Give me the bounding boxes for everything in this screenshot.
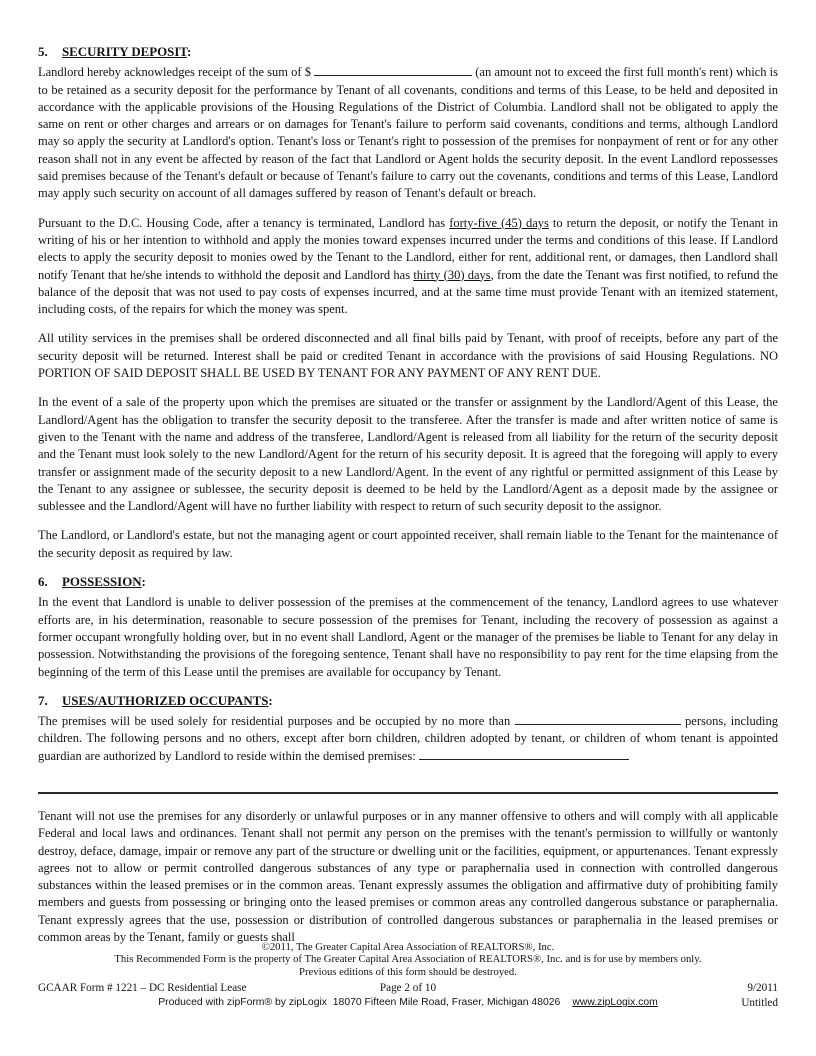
section-security-deposit	[38, 44, 778, 562]
produced-by-row	[38, 996, 778, 1010]
paragraph-text: (an amount not to exceed the first full month's rent) which is to be retained as a security deposit for the performance by Tenant of all covenants, conditions and terms of this Lease, to be held and deposited in accordance with the applicable provisions of the Housing Regulations of the District of Columbia. Landlord shall not be obligated to apply the same on rent or other charges and arrears or on damages for Tenant's failure to perform said covenants, conditions and terms, although Landlord may so apply the security at Landlord's option. Tenant's loss or Tenant's right to possession of the premises for nonpayment of rent or for any other reason shall not in any event be affected by reason of the fact that Landlord or Agent holds the security deposit. In the event Landlord repossesses said premises because of the Tenant's default or because of Tenant's failure to carry out the covenants, conditions and terms of this Lease, Landlord may apply such security on account of all damages suffered by reason of Tenant's default or breach.	[38, 65, 779, 201]
paragraph-utilities: All utility services in the premises shall be ordered disconnected and all final bills paid by Tenant, with proof of receipts, before any part of the security deposit will be returned. Interest shall be paid or credited Tenant in accordance with the provisions of said Housing Regulations. NO PORTION OF SAID DEPOSIT SHALL BE USED BY TENANT FOR ANY PAYMENT OF ANY RENT DUE.	[38, 331, 778, 381]
paragraph-text: , from the date the Tenant was first notified, to refund the balance of the deposit that was not used to pay costs of expenses incurred, and at the same time must provide Tenant with an itemized statement, including costs, of the repairs for which the money was spent.	[38, 267, 778, 317]
heading-colon: :	[268, 693, 273, 708]
max-occupants-blank[interactable]	[515, 713, 681, 725]
form-date: 9/2011	[747, 982, 778, 994]
ziplogix-link[interactable]: www.zipLogix.com	[572, 997, 658, 1008]
heading-colon: :	[141, 575, 146, 590]
paragraph-landlord-estate: The Landlord, or Landlord's estate, but not the managing agent or court appointed receiver, shall remain liable to the Tenant for the maintenance of the security deposit as required by law.	[38, 528, 778, 560]
produced-by-text: Produced with zipForm® by zipLogix 18070 Fifteen Mile Road, Fraser, Michigan 48026	[158, 997, 561, 1008]
section-heading-security-deposit	[38, 44, 778, 61]
section-number: 7.	[38, 693, 48, 708]
section-possession	[38, 574, 778, 681]
section-title: POSSESSION	[62, 575, 142, 590]
editions-notice-line: Previous editions of this form should be destroyed.	[299, 965, 517, 978]
authorized-occupants-blank[interactable]	[419, 748, 629, 760]
section-heading-possession	[38, 574, 778, 591]
paragraph-possession: In the event that Landlord is unable to deliver possession of the premises at the commencement of the tenancy, Landlord agrees to use whatever efforts are, in his determination, reasonable to secure possession of the premises for Tenant, including the recovery of possession as against a former occupant wrongfully holding over, but in no event shall Landlord, Agent or the manager of the premises be liable to Tenant for any delay in possession. Notwithstanding the provisions of the foregoing sentence, Tenant shall have no responsibility to pay rent for the time elapsing from the beginning of the term of this Lease until the premises are available for occupancy by Tenant.	[38, 595, 778, 679]
security-deposit-amount-blank[interactable]	[314, 64, 472, 76]
section-title: USES/AUTHORIZED OCCUPANTS	[62, 693, 269, 708]
form-id-row	[38, 981, 778, 995]
form-id: GCAAR Form # 1221 – DC Residential Lease	[38, 982, 247, 994]
authorized-occupants-blank-line2[interactable]	[38, 777, 778, 794]
page-indicator: Page 2 of 10	[379, 982, 437, 994]
underlined-phrase-thirty-days: thirty (30) days	[413, 267, 491, 282]
paragraph-text: persons, including children. The following persons and no others, except after born children, children adopted by tenant, or children of whom tenant is appointed guardian are authorized by Landlord to reside within the demised premises:	[38, 714, 778, 763]
property-notice-line: This Recommended Form is the property of The Greater Capital Area Association of REALTORS®, Inc. and is for use by members only.	[114, 953, 702, 966]
section-number: 5.	[38, 45, 48, 59]
underlined-phrase-forty-five-days: forty-five (45) days	[449, 215, 549, 230]
paragraph-unlawful-use: Tenant will not use the premises for any disorderly or unlawful purposes or in any manner offensive to others and will comply with all applicable Federal and local laws and ordinances. Tenant shall not permit any person on the premises with the tenant's permission to willfully or wantonly destroy, deface, damage, impair or remove any part of the structure or dwelling unit or the facilities, equipment, or appurtenances. Tenant expressly agrees not to allow or permit controlled dangerous substances of any type or paraphernalia used in connection with controlled dangerous substances within the leased premises or in the common areas. Tenant expressly assumes the obligation and affirmative duty of prohibiting family members and guests from possessing or bringing onto the leased premises or common areas any controlled dangerous substance or paraphernalia. Tenant expressly agrees that the use, possession or distribution of controlled dangerous substances or paraphernalia in the leased premises or common areas by the Tenant, family or guests shall	[38, 808, 778, 945]
lease-body	[38, 44, 778, 946]
copyright-line: ©2011, The Greater Capital Area Association of REALTORS®, Inc.	[261, 941, 555, 954]
paragraph-sale-transfer: In the event of a sale of the property upon which the premises are situated or the transfer or assignment by the Landlord/Agent of this Lease, the Landlord/Agent has the obligation to transfer the security deposit to the transferee. After the transfer is made and after written notice of same is given to the Tenant with the name and address of the transferee, Landlord/Agent is released from all liability for the return of the security deposit and the Tenant must look solely to the new Landlord/Agent for the return of his security deposit. It is agreed that the foregoing will apply to every transfer or assignment made of the security deposit to a new Landlord/Agent. In the event of any rightful or permitted assignment of this Lease by the Tenant to any assignee or sublessee, the security deposit is deemed to be held by the Landlord/Agent as a deposit made by the assignee or sublessee and the Landlord/Agent will have no further liability with respect to return of such security deposit to the assignor.	[38, 395, 778, 514]
section-title: SECURITY DEPOSIT	[62, 45, 187, 59]
paragraph-text: to return the deposit, or notify the Tenant in writing of his or her intention to withhold and apply the monies toward expenses incurred under the terms and conditions of this lease. If Landlord elects to apply the security deposit to monies owed by the Tenant to the Landlord, either for rent, additional rent, or damages, then Landlord shall notify Tenant that he/she intends to withhold the deposit and Landlord has	[38, 215, 778, 282]
page-footer	[38, 941, 778, 1010]
section-uses-authorized-occupants	[38, 693, 778, 947]
paragraph-text: Landlord hereby acknowledges receipt of the sum of $	[38, 65, 315, 80]
section-number: 6.	[38, 575, 48, 590]
paragraph-deposit-receipt	[38, 64, 778, 202]
paragraph-occupants	[38, 713, 778, 765]
paragraph-text: The premises will be used solely for residential purposes and be occupied by no more than	[38, 714, 515, 729]
paragraph-housing-code	[38, 215, 778, 319]
untitled-label: Untitled	[741, 997, 778, 1009]
section-heading-uses-occupants	[38, 693, 778, 710]
paragraph-text: Pursuant to the D.C. Housing Code, after a tenancy is terminated, Landlord has	[38, 215, 450, 230]
heading-colon: :	[187, 45, 192, 59]
